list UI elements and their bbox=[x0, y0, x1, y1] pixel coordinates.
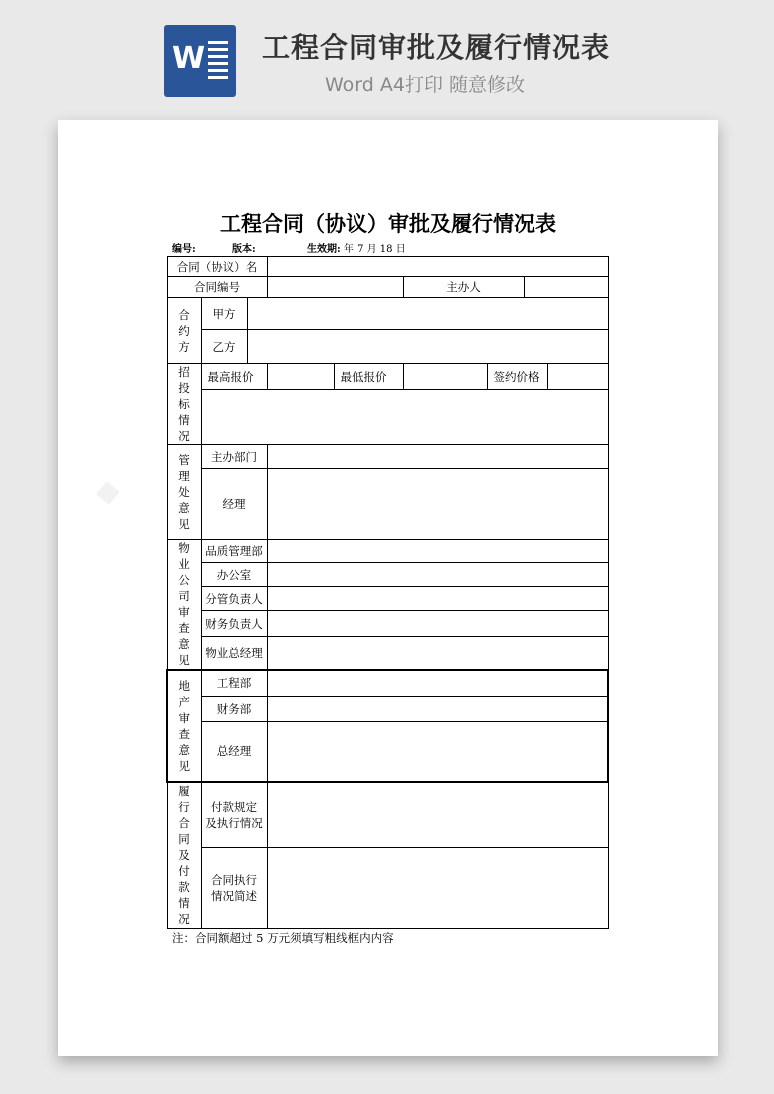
property-gm-field[interactable] bbox=[267, 637, 608, 670]
finance-head-field[interactable] bbox=[267, 611, 608, 637]
approval-form bbox=[166, 256, 609, 929]
finance-dept-field[interactable] bbox=[267, 697, 608, 722]
contract-no-label: 合同编号 bbox=[167, 277, 267, 298]
footnote: 注：合同额超过 5 万元须填写粗线框内内容 bbox=[172, 931, 394, 945]
finance-head-label: 财务负责人 bbox=[201, 611, 267, 637]
banner-title: 工程合同审批及履行情况表 bbox=[262, 31, 611, 64]
effective-label: 生效期: bbox=[307, 244, 341, 255]
perform-group-label: 履 行 合 同 及 付 款 情 况 bbox=[167, 782, 201, 929]
property-gm-label: 物业总经理 bbox=[201, 637, 267, 670]
bid-group-label: 招 投 标 情 况 bbox=[167, 364, 201, 445]
banner bbox=[0, 0, 774, 120]
effective-value: 年 7 月 18 日 bbox=[343, 244, 406, 255]
min-price-field[interactable] bbox=[403, 364, 487, 390]
contract-name-label: 合同（协议）名 bbox=[167, 257, 267, 277]
engineering-dept-field[interactable] bbox=[267, 670, 608, 697]
max-price-label: 最高报价 bbox=[201, 364, 267, 390]
contract-name-field[interactable] bbox=[267, 257, 608, 277]
party-group-label: 合 约 方 bbox=[167, 298, 201, 364]
word-icon-letter: W bbox=[172, 41, 206, 76]
min-price-label: 最低报价 bbox=[334, 364, 403, 390]
property-group-label: 物 业 公 司 审 查 意 见 bbox=[167, 540, 201, 670]
exec-summary-label: 合同执行 情况简述 bbox=[201, 848, 267, 929]
bid-notes-field[interactable] bbox=[201, 390, 608, 445]
division-head-field[interactable] bbox=[267, 587, 608, 611]
number-label: 编号: bbox=[172, 244, 196, 255]
sign-price-field[interactable] bbox=[547, 364, 608, 390]
quality-dept-label: 品质管理部 bbox=[201, 540, 267, 563]
organizer-label: 主办人 bbox=[403, 277, 524, 298]
estate-group-label: 地 产 审 查 意 见 bbox=[167, 670, 201, 782]
general-manager-label: 总经理 bbox=[201, 722, 267, 782]
general-manager-field[interactable] bbox=[267, 722, 608, 782]
contract-no-field[interactable] bbox=[267, 277, 403, 298]
banner-subtitle: Word A4打印 随意修改 bbox=[325, 74, 526, 96]
quality-dept-field[interactable] bbox=[267, 540, 608, 563]
manager-label: 经理 bbox=[201, 469, 267, 540]
word-icon bbox=[164, 25, 236, 97]
exec-summary-field[interactable] bbox=[267, 848, 608, 929]
max-price-field[interactable] bbox=[267, 364, 334, 390]
party-a-label: 甲方 bbox=[201, 298, 247, 330]
document-page: ■ 工程合同（协议）审批及履行情况表 编号: 版本: 生效期: 年 7 月 18 日 合同（协议）名 合同编号 主办人 合 约 方 甲方 乙方 招 投 标 情 况 最高报价 最低报价 签约价格 管 理 处 意 见 主办部门 经理 物 业 公 司 审 查 意 见 品质管理部 办公室 分管负责人 财务负责人 物业总经理 地 产 审 查 意 见 工程部 财务部 总经理 履 行 合 同 及 付 款 情 况 付款规定 及执行情况 合同执行 情况简述 注：合同额超过 5 万元须填写粗线框内内容 bbox=[58, 120, 718, 1056]
office-label: 办公室 bbox=[201, 563, 267, 587]
engineering-dept-label: 工程部 bbox=[201, 670, 267, 697]
party-b-field[interactable] bbox=[247, 330, 608, 364]
mgmt-group-label: 管 理 处 意 见 bbox=[167, 445, 201, 540]
sign-price-label: 签约价格 bbox=[487, 364, 547, 390]
finance-dept-label: 财务部 bbox=[201, 697, 267, 722]
party-b-label: 乙方 bbox=[201, 330, 247, 364]
version-label: 版本: bbox=[232, 244, 256, 255]
payment-rule-field[interactable] bbox=[267, 782, 608, 848]
document-title: 工程合同（协议）审批及履行情况表 bbox=[220, 211, 556, 236]
organizer-field[interactable] bbox=[524, 277, 608, 298]
party-a-field[interactable] bbox=[247, 298, 608, 330]
manager-field[interactable] bbox=[267, 469, 608, 540]
host-dept-label: 主办部门 bbox=[201, 445, 267, 469]
division-head-label: 分管负责人 bbox=[201, 587, 267, 611]
office-field[interactable] bbox=[267, 563, 608, 587]
host-dept-field[interactable] bbox=[267, 445, 608, 469]
payment-rule-label: 付款规定 及执行情况 bbox=[201, 782, 267, 848]
